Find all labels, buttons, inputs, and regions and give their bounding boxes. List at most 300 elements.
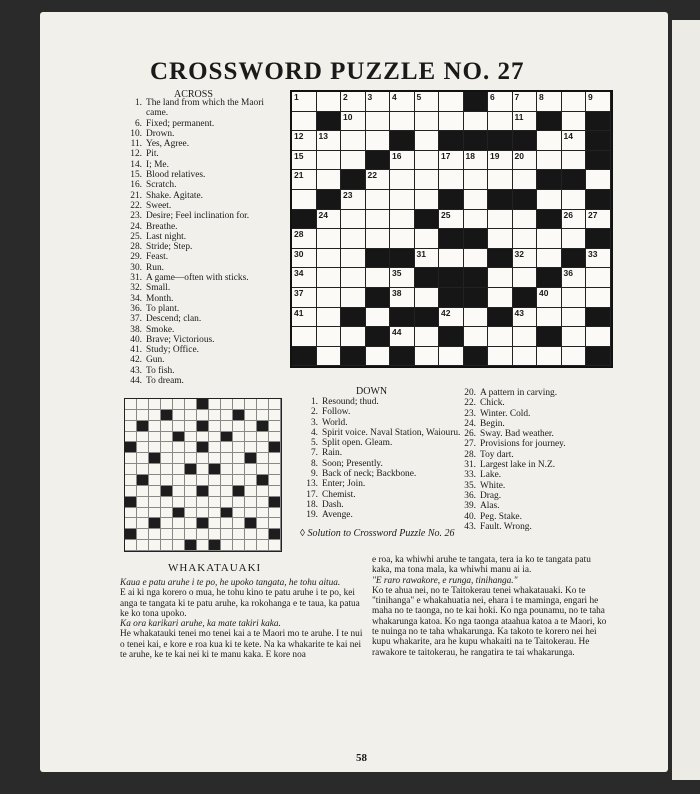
solution-cell xyxy=(125,475,137,486)
grid-cell xyxy=(341,268,366,288)
grid-cell xyxy=(317,249,342,269)
clue-number: 32. xyxy=(130,283,142,294)
clue-text: Drown. xyxy=(146,128,175,139)
solution-cell xyxy=(257,464,269,475)
solution-black-square xyxy=(209,540,221,551)
solution-cell xyxy=(209,421,221,432)
grid-cell xyxy=(537,190,562,210)
grid-cell xyxy=(562,327,587,347)
black-square xyxy=(562,170,587,190)
solution-cell xyxy=(209,518,221,529)
cell-number: 9 xyxy=(588,92,593,102)
clue-number: 14. xyxy=(130,159,142,170)
grid-cell xyxy=(488,327,513,347)
grid-cell xyxy=(488,170,513,190)
clue-number: 9. xyxy=(310,469,318,480)
solution-cell xyxy=(221,453,233,464)
across-heading: ACROSS xyxy=(174,89,213,100)
solution-black-square xyxy=(221,432,233,443)
solution-cell xyxy=(149,508,161,519)
grid-cell xyxy=(513,308,538,328)
grid-cell xyxy=(562,288,587,308)
solution-black-square xyxy=(149,518,161,529)
clue-number: 40. xyxy=(464,511,476,522)
grid-cell xyxy=(415,229,440,249)
black-square xyxy=(390,347,415,367)
grid-cell xyxy=(464,249,489,269)
clue-number: 41. xyxy=(130,345,142,356)
clue-text: A game—often with sticks. xyxy=(146,273,249,284)
solution-cell xyxy=(233,518,245,529)
grid-cell xyxy=(562,229,587,249)
clue-text: Lake. xyxy=(480,470,502,481)
black-square xyxy=(537,112,562,132)
cell-number: 5 xyxy=(416,92,422,102)
solution-cell xyxy=(149,475,161,486)
clue-text: Descend; clan. xyxy=(146,314,202,325)
solution-cell xyxy=(221,497,233,508)
paragraph: Kaua e patu aruhe i te po, he upoko tangata, he tohu aitua. xyxy=(120,578,341,588)
facing-page-edge xyxy=(672,20,700,780)
clue-text: Blood relatives. xyxy=(146,170,206,181)
grid-cell xyxy=(513,151,538,171)
clue-item xyxy=(124,304,282,314)
clue-text: Toy dart. xyxy=(480,449,514,460)
grid-cell xyxy=(562,210,587,230)
cell-number: 41 xyxy=(294,307,304,318)
clue-number: 17. xyxy=(306,489,318,500)
paragraph: Ka ora karikari aruhe, ka mate takiri kaka. xyxy=(120,619,281,630)
grid-cell xyxy=(537,131,562,151)
clue-item xyxy=(124,232,282,242)
clue-item xyxy=(124,119,282,129)
cell-number: 16 xyxy=(392,150,402,161)
solution-cell xyxy=(269,464,281,475)
solution-cell xyxy=(197,497,209,508)
solution-cell xyxy=(233,529,245,540)
grid-cell xyxy=(415,131,440,151)
clue-item xyxy=(124,211,282,221)
clue-number: 5. xyxy=(310,438,318,449)
clue-number: 3. xyxy=(310,417,318,428)
grid-cell xyxy=(513,92,538,112)
grid-cell xyxy=(439,151,464,171)
solution-cell xyxy=(137,508,149,519)
solution-cell xyxy=(137,497,149,508)
grid-cell xyxy=(488,151,513,171)
clue-text: Run. xyxy=(146,262,164,273)
black-square xyxy=(439,190,464,210)
grid-cell xyxy=(586,170,611,190)
solution-cell xyxy=(269,475,281,486)
clue-number: 33. xyxy=(464,470,476,481)
solution-cell xyxy=(209,399,221,410)
solution-cell xyxy=(149,464,161,475)
solution-black-square xyxy=(197,399,209,410)
black-square xyxy=(366,151,391,171)
cell-number: 11 xyxy=(514,111,524,122)
clue-text: A pattern in carving. xyxy=(480,388,558,398)
grid-cell xyxy=(341,288,366,308)
grid-cell xyxy=(415,151,440,171)
grid-cell xyxy=(317,92,342,112)
solution-black-square xyxy=(185,540,197,551)
black-square xyxy=(464,92,489,112)
black-square xyxy=(390,249,415,269)
clue-number: 31. xyxy=(130,273,142,284)
clue-item xyxy=(300,438,462,448)
solution-cell xyxy=(233,442,245,453)
solution-black-square xyxy=(137,475,149,486)
cell-number: 30 xyxy=(294,248,304,259)
solution-cell xyxy=(269,432,281,443)
grid-cell xyxy=(292,92,317,112)
solution-cell xyxy=(125,464,137,475)
clue-item xyxy=(300,490,462,500)
solution-cell xyxy=(161,464,173,475)
solution-cell xyxy=(161,475,173,486)
clue-text: Resound; thud. xyxy=(322,397,379,407)
solution-cell xyxy=(257,540,269,551)
grid-cell xyxy=(366,347,391,367)
clue-number: 1. xyxy=(310,397,318,407)
grid-cell xyxy=(464,112,489,132)
grid-cell xyxy=(586,288,611,308)
paragraph: "E raro rawakore, e runga, tinihanga." xyxy=(372,575,518,586)
grid-cell xyxy=(292,170,317,190)
clue-number: 19. xyxy=(306,510,318,521)
clue-text: To plant. xyxy=(146,303,180,314)
clue-item xyxy=(124,314,282,324)
solution-black-square xyxy=(209,464,221,475)
solution-cell xyxy=(233,399,245,410)
solution-cell xyxy=(197,529,209,540)
clue-item xyxy=(300,500,462,510)
solution-cell xyxy=(257,486,269,497)
clue-text: Last night. xyxy=(146,231,187,242)
solution-cell xyxy=(125,518,137,529)
cell-number: 40 xyxy=(539,287,549,298)
clue-number: 44. xyxy=(130,376,142,387)
grid-cell xyxy=(317,170,342,190)
grid-cell xyxy=(366,131,391,151)
solution-cell xyxy=(209,453,221,464)
solution-cell xyxy=(221,540,233,551)
clue-item xyxy=(458,419,608,429)
clue-item xyxy=(124,149,282,159)
clue-text: Winter. Cold. xyxy=(480,408,531,419)
black-square xyxy=(366,288,391,308)
solution-cell xyxy=(197,508,209,519)
grid-cell xyxy=(537,308,562,328)
grid-cell xyxy=(488,92,513,112)
black-square xyxy=(439,131,464,151)
solution-cell xyxy=(161,518,173,529)
solution-black-square xyxy=(257,475,269,486)
solution-cell xyxy=(137,518,149,529)
cell-number: 33 xyxy=(588,248,598,259)
grid-cell xyxy=(586,210,611,230)
clue-item xyxy=(300,510,462,520)
grid-cell xyxy=(537,151,562,171)
black-square xyxy=(537,170,562,190)
solution-cell xyxy=(269,508,281,519)
grid-cell xyxy=(586,249,611,269)
solution-cell xyxy=(125,453,137,464)
solution-black-square xyxy=(173,508,185,519)
clue-number: 4. xyxy=(310,427,318,438)
grid-cell xyxy=(341,249,366,269)
clue-item xyxy=(124,294,282,304)
solution-cell xyxy=(233,421,245,432)
grid-cell xyxy=(464,210,489,230)
solution-cell xyxy=(185,497,197,508)
cell-number: 20 xyxy=(514,150,524,161)
black-square xyxy=(586,151,611,171)
clue-text: Alas. xyxy=(480,501,500,512)
solution-black-square xyxy=(161,486,173,497)
solution-cell xyxy=(197,453,209,464)
solution-cell xyxy=(269,410,281,421)
black-square xyxy=(464,131,489,151)
solution-cell xyxy=(257,518,269,529)
clue-text: Back of neck; Backbone. xyxy=(322,469,417,480)
cell-number: 8 xyxy=(539,92,544,102)
clue-number: 36. xyxy=(464,490,476,501)
clue-number: 38. xyxy=(130,324,142,335)
clue-number: 31. xyxy=(464,460,476,471)
grid-cell xyxy=(562,347,587,367)
clue-number: 7. xyxy=(310,448,318,459)
solution-black-square xyxy=(125,442,137,453)
solution-cell xyxy=(125,508,137,519)
clue-item xyxy=(124,191,282,201)
solution-cell xyxy=(185,518,197,529)
solution-cell xyxy=(185,432,197,443)
solution-cell xyxy=(185,442,197,453)
solution-cell xyxy=(269,421,281,432)
solution-cell xyxy=(149,421,161,432)
solution-cell xyxy=(173,540,185,551)
solution-cell xyxy=(161,432,173,443)
solution-cell xyxy=(233,432,245,443)
solution-cell xyxy=(233,453,245,464)
grid-cell xyxy=(341,210,366,230)
clue-item xyxy=(458,409,608,419)
grid-cell xyxy=(341,92,366,112)
clue-text: Spirit voice. Naval Station, Waiouru. xyxy=(322,427,461,438)
grid-cell xyxy=(537,249,562,269)
grid-cell xyxy=(513,268,538,288)
clue-item xyxy=(124,139,282,149)
solution-black-square xyxy=(197,442,209,453)
solution-cell xyxy=(245,442,257,453)
grid-cell xyxy=(341,190,366,210)
solution-black-square xyxy=(269,529,281,540)
grid-cell xyxy=(415,112,440,132)
solution-black-square xyxy=(197,518,209,529)
black-square xyxy=(366,327,391,347)
clue-text: Month. xyxy=(146,293,174,304)
black-square xyxy=(586,347,611,367)
grid-cell xyxy=(390,170,415,190)
clue-text: Smoke. xyxy=(146,324,175,335)
cell-number: 24 xyxy=(318,209,328,220)
clue-item xyxy=(458,470,608,480)
grid-cell xyxy=(415,288,440,308)
black-square xyxy=(513,131,538,151)
grid-cell xyxy=(562,268,587,288)
solution-cell xyxy=(161,399,173,410)
grid-cell xyxy=(562,151,587,171)
black-square xyxy=(341,308,366,328)
clue-text: Pit. xyxy=(146,149,159,160)
grid-cell xyxy=(537,288,562,308)
solution-cell xyxy=(245,421,257,432)
solution-cell xyxy=(209,497,221,508)
solution-cell xyxy=(257,432,269,443)
clue-text: Begin. xyxy=(480,418,505,429)
grid-cell xyxy=(390,92,415,112)
solution-cell xyxy=(137,464,149,475)
cell-number: 14 xyxy=(563,131,573,142)
solution-black-square xyxy=(269,497,281,508)
grid-cell xyxy=(562,308,587,328)
solution-cell xyxy=(137,399,149,410)
clue-text: White. xyxy=(480,480,506,491)
cell-number: 27 xyxy=(588,209,598,220)
solution-black-square xyxy=(173,432,185,443)
solution-cell xyxy=(149,529,161,540)
grid-cell xyxy=(464,170,489,190)
solution-cell xyxy=(209,432,221,443)
solution-cell xyxy=(257,508,269,519)
clue-number: 22. xyxy=(130,200,142,211)
solution-cell xyxy=(245,399,257,410)
cell-number: 1 xyxy=(294,92,299,102)
down-heading: DOWN xyxy=(356,386,388,397)
clue-item xyxy=(124,222,282,232)
clue-item xyxy=(458,512,608,522)
cell-number: 37 xyxy=(294,287,304,298)
grid-cell xyxy=(317,210,342,230)
clue-item xyxy=(300,479,462,489)
clue-text: Shake. Agitate. xyxy=(146,190,204,201)
clue-item xyxy=(300,428,462,438)
grid-cell xyxy=(341,131,366,151)
clue-item xyxy=(124,366,282,376)
solution-cell xyxy=(149,442,161,453)
solution-black-square xyxy=(257,421,269,432)
grid-cell xyxy=(464,151,489,171)
grid-cell xyxy=(513,210,538,230)
solution-cell xyxy=(125,399,137,410)
grid-cell xyxy=(488,268,513,288)
clue-item xyxy=(124,283,282,293)
black-square xyxy=(464,268,489,288)
clue-text: Peg. Stake. xyxy=(480,511,522,522)
clue-number: 43. xyxy=(130,365,142,376)
grid-cell xyxy=(586,268,611,288)
solution-cell xyxy=(125,421,137,432)
black-square xyxy=(586,190,611,210)
grid-cell xyxy=(415,92,440,112)
solution-black-square xyxy=(233,486,245,497)
grid-cell xyxy=(292,112,317,132)
clue-item xyxy=(458,388,608,398)
solution-black-square xyxy=(269,442,281,453)
solution-black-square xyxy=(125,529,137,540)
solution-cell xyxy=(209,475,221,486)
clue-item xyxy=(300,469,462,479)
solution-cell xyxy=(221,410,233,421)
grid-cell xyxy=(317,308,342,328)
clue-item xyxy=(300,459,462,469)
solution-black-square xyxy=(161,410,173,421)
solution-cell xyxy=(245,508,257,519)
clue-number: 39. xyxy=(464,501,476,512)
grid-cell xyxy=(366,210,391,230)
solution-cell xyxy=(137,442,149,453)
page-title: CROSSWORD PUZZLE NO. 27 xyxy=(150,58,525,85)
solution-cell xyxy=(185,529,197,540)
clue-text: Provisions for journey. xyxy=(480,439,566,450)
solution-cell xyxy=(137,432,149,443)
clue-item xyxy=(124,242,282,252)
clue-text: Brave; Victorious. xyxy=(146,334,215,345)
clue-text: Drag. xyxy=(480,490,502,501)
grid-cell xyxy=(439,210,464,230)
grid-cell xyxy=(464,190,489,210)
clue-item xyxy=(458,491,608,501)
grid-cell xyxy=(439,92,464,112)
grid-cell xyxy=(562,131,587,151)
solution-cell xyxy=(149,540,161,551)
clue-number: 1. xyxy=(134,98,142,108)
black-square xyxy=(439,288,464,308)
clue-number: 42. xyxy=(130,355,142,366)
clue-number: 37. xyxy=(130,314,142,325)
black-square xyxy=(464,347,489,367)
black-square xyxy=(464,229,489,249)
left-text-column xyxy=(120,578,364,660)
solution-black-square xyxy=(245,518,257,529)
clue-item xyxy=(124,98,282,119)
grid-cell xyxy=(292,190,317,210)
solution-cell xyxy=(209,410,221,421)
right-text-column xyxy=(372,555,610,658)
clue-text: Breathe. xyxy=(146,221,178,232)
solution-cell xyxy=(185,508,197,519)
solution-cell xyxy=(209,486,221,497)
grid-cell xyxy=(390,268,415,288)
clue-text: Fixed; permanent. xyxy=(146,118,215,129)
solution-cell xyxy=(221,529,233,540)
solution-grid-image xyxy=(124,398,282,552)
cell-number: 25 xyxy=(441,209,451,220)
clue-number: 16. xyxy=(130,180,142,191)
grid-cell xyxy=(317,151,342,171)
solution-cell xyxy=(161,540,173,551)
cell-number: 15 xyxy=(294,150,304,161)
paragraph: E ai ki nga korero o mua, he tohu kino te patu aruhe i te po, kei anga te tangata ki te patu aruhe, ka rokohanga e te taua, ka patua ke ko tona upoko. xyxy=(120,588,360,619)
clue-text: Gun. xyxy=(146,355,165,366)
grid-cell xyxy=(488,112,513,132)
solution-black-square xyxy=(245,453,257,464)
clue-number: 28. xyxy=(130,242,142,253)
solution-cell xyxy=(185,486,197,497)
clue-item xyxy=(458,460,608,470)
